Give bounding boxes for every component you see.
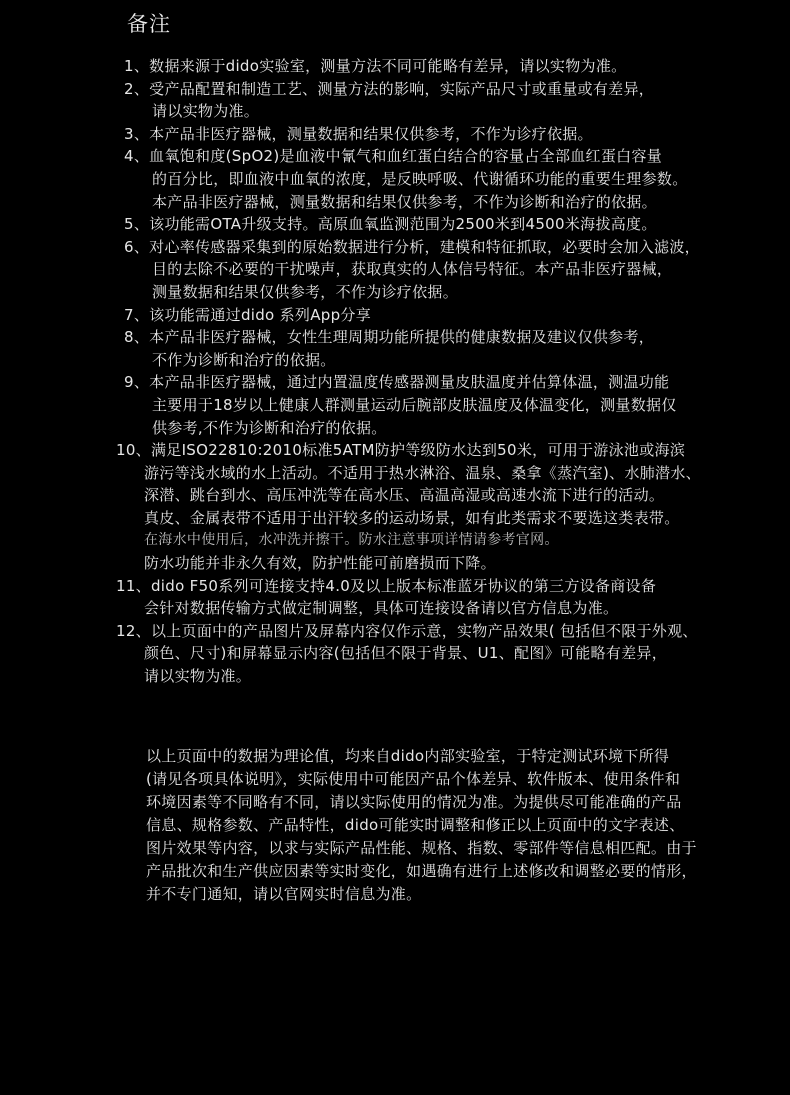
note-line: 防水功能并非永久有效，防护性能可前磨损而下降。 bbox=[144, 554, 496, 573]
note-item-9 bbox=[124, 371, 764, 439]
summary-line: 并不专门通知，请以官网实时信息为准。 bbox=[146, 885, 422, 903]
note-line: 12、以上页面中的产品图片及屏幕内容仅作示意，实物产品效果( 包括但不限于外观、 bbox=[116, 621, 698, 640]
note-line: 在海水中使用后，水冲洗并擦干。防水注意事项详情请参考官网。 bbox=[144, 532, 559, 549]
summary-paragraph bbox=[146, 745, 766, 906]
summary-line: 图片效果等内容，以求与实际产品性能、规格、指数、零部件等信息相匹配。由于 bbox=[146, 839, 697, 857]
note-line: 游污等浅水域的水上活动。不适用于热水淋浴、温泉、桑拿《蒸汽室)、水肺潜水、 bbox=[144, 463, 701, 482]
note-item-10 bbox=[116, 439, 764, 575]
note-line: 不作为诊断和治疗的依据。 bbox=[152, 350, 336, 369]
summary-line: (请见各项具体说明》，实际使用中可能因产品个体差异、软件版本、使用条件和 bbox=[146, 770, 681, 788]
note-line: 请以实物为准。 bbox=[152, 102, 260, 121]
note-line: 深潜、跳台到水、高压冲洗等在高水压、高温高湿或高速水流下进行的活动。 bbox=[144, 486, 665, 505]
note-line: 5、该功能需OTA升级支持。高原血氧监测范围为2500米到4500米海拔高度。 bbox=[124, 215, 657, 234]
summary-line: 产品批次和生产供应因素等实时变化，如遇确有进行上述修改和调整必要的情形， bbox=[146, 862, 697, 880]
note-line: 本产品非医疗器械，测量数据和结果仅供参考，不作为诊断和治疗的依据。 bbox=[152, 192, 657, 211]
note-line: 真皮、金属表带不适用于出汗较多的运动场景，如有此类需求不要选这类表带。 bbox=[144, 508, 680, 527]
note-line: 目的去除不必要的干扰噪声，获取真实的人体信号特征。本产品非医疗器械， bbox=[152, 260, 673, 279]
note-item-4 bbox=[124, 145, 764, 213]
note-line: 会针对数据传输方式做定制调整，具体可连接设备请以官方信息为准。 bbox=[144, 599, 619, 618]
note-line: 测量数据和结果仅供参考，不作为诊疗依据。 bbox=[152, 282, 459, 301]
note-item-8 bbox=[124, 326, 764, 371]
note-line: 颜色、尺寸)和屏幕显示内容(包括但不限于背景、U1、配图》可能略有差异， bbox=[144, 644, 668, 663]
note-line: 7、该功能需通过dido 系列App分享 bbox=[124, 305, 372, 324]
summary-line: 环境因素等不同略有不同，请以实际使用的情况为准。为提供尽可能准确的产品 bbox=[146, 793, 682, 811]
note-line: 6、对心率传感器采集到的原始数据进行分析，建模和特征抓取，必要时会加入滤波， bbox=[124, 237, 700, 256]
note-line: 9、本产品非医疗器械，通过内置温度传感器测量皮肤温度并估算体温，测温功能 bbox=[124, 373, 670, 392]
note-line: 请以实物为准。 bbox=[144, 667, 252, 686]
note-line: 2、受产品配置和制造工艺、测量方法的影响，实际产品尺寸或重量或有差异， bbox=[124, 79, 655, 98]
note-line: 11、dido F50系列可连接支持4.0及以上版本标准蓝牙协议的第三方设备商设备 bbox=[116, 576, 657, 595]
note-item-2 bbox=[124, 78, 764, 123]
note-line: 供参考,不作为诊断和治疗的依据。 bbox=[152, 418, 387, 437]
note-item-1 bbox=[124, 55, 764, 78]
note-item-11 bbox=[116, 575, 764, 620]
note-line: 8、本产品非医疗器械，女性生理周期功能所提供的健康数据及建议仅供参考， bbox=[124, 328, 655, 347]
note-line: 10、满足ISO22810:2010标准5ATM防护等级防水达到50米，可用于游泳池或海滨 bbox=[116, 441, 686, 460]
note-line: 1、数据来源于dido实验室，测量方法不同可能略有差异，请以实物为准。 bbox=[124, 57, 627, 75]
page-title: 备注 bbox=[127, 12, 171, 36]
note-item-3 bbox=[124, 123, 764, 146]
notes-list bbox=[116, 55, 764, 688]
summary-line: 以上页面中的数据为理论值，均来自dido内部实验室，于特定测试环境下所得 bbox=[146, 747, 670, 765]
note-line: 的百分比，即血液中血氧的浓度，是反映呼吸、代谢循环功能的重要生理参数。 bbox=[152, 169, 688, 188]
note-item-7 bbox=[124, 304, 764, 327]
note-item-12 bbox=[116, 620, 764, 688]
note-line: 3、本产品非医疗器械，测量数据和结果仅供参考，不作为诊疗依据。 bbox=[124, 124, 593, 143]
note-line: 主要用于18岁以上健康人群测量运动后腕部皮肤温度及体温变化，测量数据仅 bbox=[152, 395, 677, 414]
note-item-5 bbox=[124, 213, 764, 236]
summary-line: 信息、规格参数、产品特性，dido可能实时调整和修正以上页面中的文字表述、 bbox=[146, 816, 685, 834]
note-item-6 bbox=[124, 236, 764, 304]
note-line: 4、血氧饱和度(SpO2)是血液中氰气和血红蛋白结合的容量占全部血红蛋白容量 bbox=[124, 147, 663, 166]
